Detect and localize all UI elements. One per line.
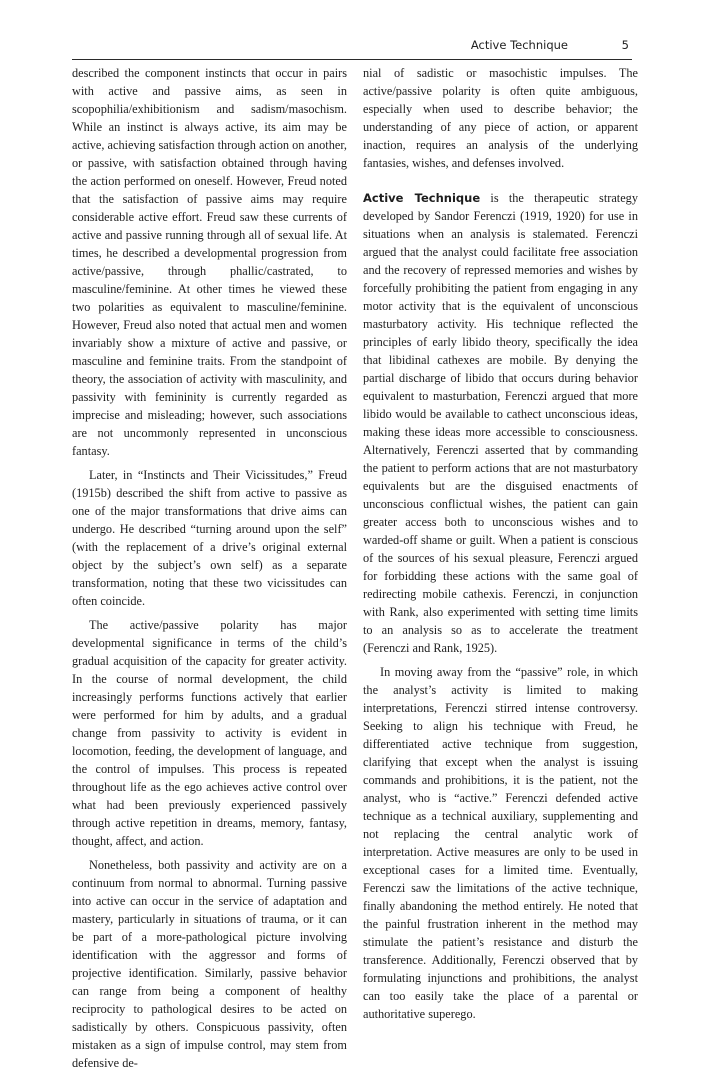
entry-term: Active Technique [363, 191, 481, 205]
running-title: Active Technique [470, 38, 568, 52]
page-number: 5 [621, 38, 629, 52]
running-header [0, 0, 705, 60]
paragraph-continued-right: nial of sadistic or masochistic impulses. The active/passive polarity is often quite ambiguous, especially when used to describe behavior; the understanding of any piece of action, or apparent inaction, requires an analysis of the underlying fantasies, wishes, and defenses involved. [363, 66, 638, 170]
paragraph-instincts-vicissitudes: Later, in “Instincts and Their Vicissitudes,” Freud (1915b) described the shift from active to passive as one of the major transformations that drive aims can undergo. He described “turning around upon the self” (with the replacement of a drive’s original external object by the subject’s own self) as a separate transformation, noting that these two vicissitudes can often coincide. [72, 468, 347, 608]
paragraph-continuum: Nonetheless, both passivity and activity are on a continuum from normal to abnormal. Turning passive into active can occur in the service of adaptation and mastery, particularly in situations of trauma, or it can be part of a more-pathological picture involving identification with the aggressor and forms of projective identification. Similarly, passive behavior can range from being a component of healthy reciprocity to pathological desires to be acted on sadistically by others. Conspicuous passivity, often mistaken as a sign of impulse control, may stem from defensive de- [72, 858, 347, 1070]
paragraph-controversy: In moving away from the “passive” role, in which the analyst’s activity is limited to making interpretations, Ferenczi stirred intense controversy. Seeking to align his technique with Freud, he differentiated active technique from suggestion, clarifying that except when the analyst is issuing commands and prohibitions, it is the patient, not the analyst, who is “active.” Ferenczi defended active technique as a technical auxiliary, supplementing and not replacing the central analytic work of interpretation. Active measures are only to be used in exceptional cases for a limited time. Eventually, Ferenczi saw the limitations of the active technique, finally abandoning the method entirely. He noted that the painful frustration inherent in the method may stimulate the patient’s resistance and disturb the transference. Additionally, Ferenczi observed that by formulating injunctions and prohibitions, the analyst can too easily take the place of a parental or authoritative superego. [363, 665, 638, 1021]
paragraph-developmental-significance: The active/passive polarity has major developmental significance in terms of the child’s gradual acquisition of the capacity for greater activity. In the course of normal development, the child increasingly performs functions actively that earlier were performed for him by adults, and a gradual change from passivity to activity is evident in locomotion, feeding, the development of language, and the control of impulses. This process is repeated throughout life as the ego achieves active control over what had been previously experienced passively through active repetition in dreams, memory, fantasy, thought, affect, and action. [72, 618, 347, 848]
paragraph-continued: described the component instincts that occur in pairs with active and passive aims, as seen in scopophilia/exhibitionism and sadism/masochism. While an instinct is always active, its aim may be active, achieving satisfaction through action on another, or passive, with satisfaction obtained through having the action performed on oneself. However, Freud noted that the satisfaction of passive aims may require considerable active effort. Freud saw these currents of active and passive running through all of sexual life. At times, he described a developmental progression from active/passive, through phallic/castrated, to masculine/feminine. At other times he viewed these two polarities as equivalent to masculine/feminine. However, Freud also noted that actual men and women invariably show a mixture of active and passive, or masculine and feminine traits. From the standpoint of theory, the association of activity with masculinity, and passivity with femininity is currently regarded as imprecise and misleading; however, such associations are not uncommonly represented in unconscious fantasy. [72, 66, 347, 458]
right-column [363, 64, 638, 1023]
header-rule [72, 59, 632, 60]
left-column [72, 64, 347, 1072]
entry-definition: is the therapeutic strategy developed by Sandor Ferenczi (1919, 1920) for use in situations when an analysis is stalemated. Ferenczi argued that the analyst could facilitate free association and the recovery of repressed memories and wishes by forcefully prohibiting the patient from engaging in any motor activity that is the equivalent of unconscious masturbatory activity. His technique reflected the principles of early libido theory, specifically the idea that libidinal cathexes are mobile. By denying the partial discharge of libido that occurs during behavior equivalent to masturbation, Ferenczi argued that more libido would be available to cathect unconscious ideas, making these ideas more accessible to consciousness. Alternatively, Ferenczi asserted that by commanding the patient to perform actions that are not masturbatory equivalents but are the disguised enactments of unconscious conflictual wishes, the patient can gain greater access both to unconscious wishes and to warded-off shame or guilt. When a patient is conscious of the sources of his sexual pleasure, Ferenczi argued for forbidding these actions with the same goal of redirecting mobile cathexis. Ferenczi, in conjunction with Rank, also experimented with setting time limits to an analysis so as to accelerate the treatment (Ferenczi and Rank, 1925). [363, 191, 638, 655]
entry-active-technique [363, 189, 638, 657]
